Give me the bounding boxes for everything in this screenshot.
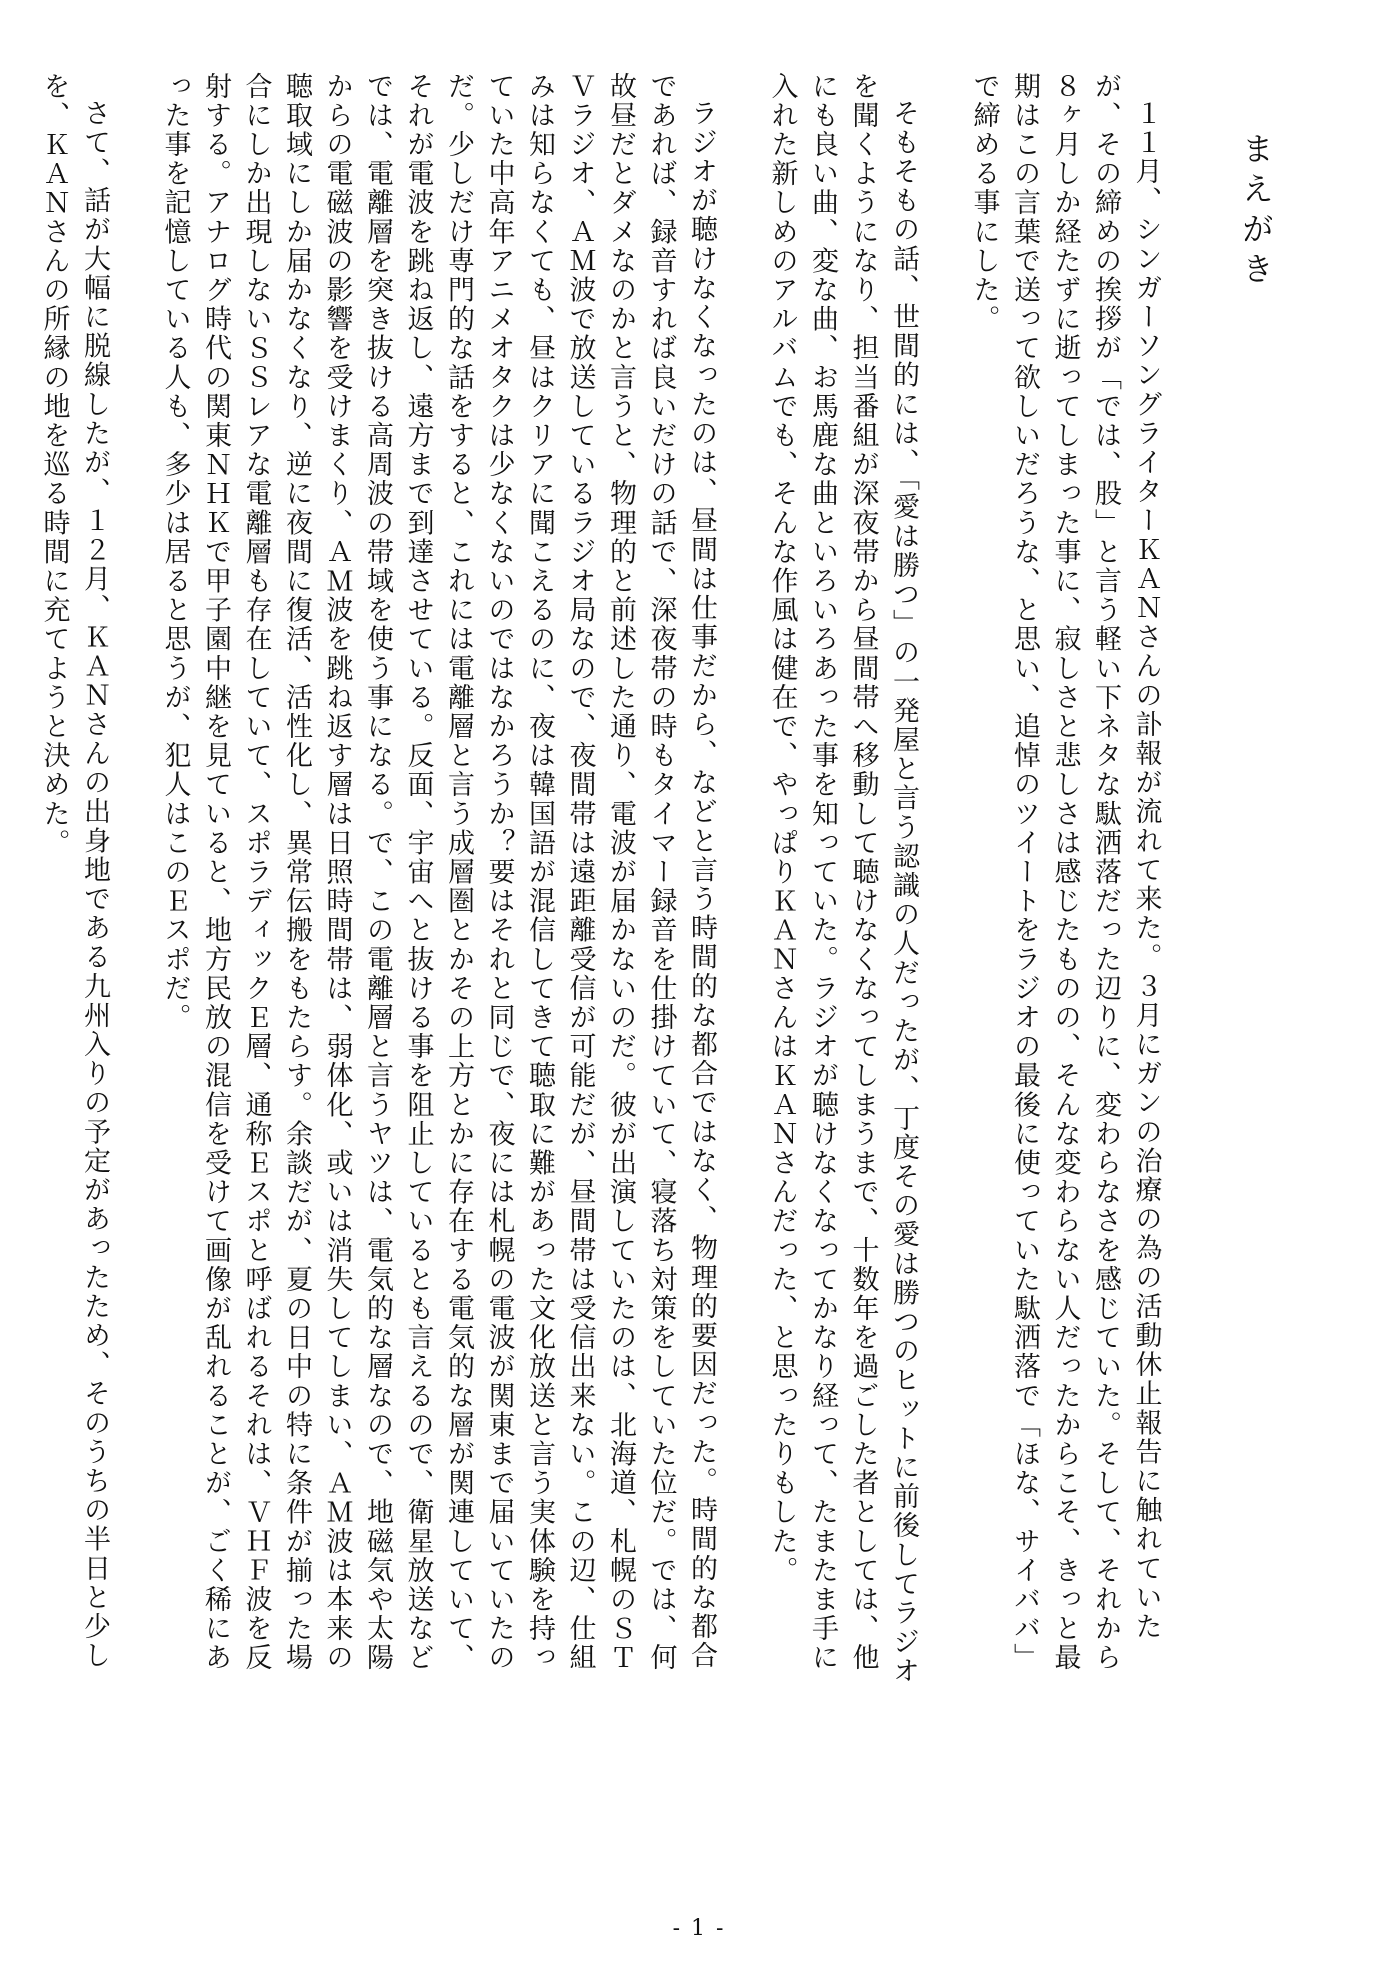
- page-number: - 1 -: [672, 1916, 726, 1941]
- title-spacing: [1166, 72, 1206, 1692]
- page-title: まえがき: [1237, 132, 1275, 292]
- paragraph-3: ラジオが聴けなくなったのは、昼間は仕事だから、などと言う時間的な都合ではなく、物理的要因だった。時間的な都合であれば、録音すれば良いだけの話で、深夜帯の時もタイマー録音を仕掛けていて、寝落ち対策をしていた位だ。では、何故昼だとダメなのかと言うと、物理的と前述した通り、電波が届かないのだ。彼が出演していたのは、北海道、札幌のＳＴＶラジオ、ＡＭ波で放送しているラジオ局なので、夜間帯は遠距離受信が可能だが、昼間帯は受信出来ない。この辺、仕組みは知らなくても、昼はクリアに聞こえるのに、夜は韓国語が混信してきて聴取に難があった文化放送と言う実体験を持っていた中高年アニメオタクは少なくないのではなかろうか？要はそれと同じで、夜には札幌の電波が関東まで届いていたのだ。少しだけ専門的な話をすると、これには電離層と言う成層圏とかその上方とかに存在する電気的な層が関連していて、それが電波を跳ね返し、遠方まで到達させている。反面、宇宙へと抜ける事を阻止しているとも言えるので、衛星放送などでは、電離層を突き抜ける高周波の帯域を使う事になる。で、この電離層と言うヤツは、電気的な層なので、地磁気や太陽からの電磁波の影響を受けまくり、ＡＭ波を跳ね返す層は日照時間帯は、弱体化、或いは消失してしまい、ＡＭ波は本来の聴取域にしか届かなくなり、逆に夜間に復活、活性化し、異常伝搬をもたらす。余談だが、夏の日中の特に条件が揃った場合にしか出現しないＳＳレアな電離層も存在していて、スポラディックＥ層、通称Ｅスポと呼ばれるそれは、ＶＨＦ波を反射する。アナログ時代の関東ＮＨＫで甲子園中継を見ていると、地方民放の混信を受けて画像が乱れることが、ごく稀にあった事を記憶している人も、多少は居ると思うが、犯人はこのＥスポだ。: [159, 72, 717, 1673]
- paragraph-4: さて、話が大幅に脱線したが、１２月、ＫＡＮさんの出身地である九州入りの予定があったため、そのうちの半日と少しを、ＫＡＮさんの所縁の地を巡る時間に充てようと決めた。: [38, 72, 110, 1671]
- vertical-text-body: [38, 72, 1276, 1692]
- paragraph-spacing: [114, 72, 154, 1692]
- paragraph-spacing: [923, 72, 963, 1692]
- paragraph-2: そもそもの話、世間的には、「愛は勝つ」の一発屋と言う認識の人だったが、丁度その愛は勝つのヒットに前後してラジオを聞くようになり、担当番組が深夜帯から昼間帯へ移動して聴けなくなってしまうまで、十数年を過ごした者としては、他にも良い曲、変な曲、お馬鹿な曲といろいろあった事を知っていた。ラジオが聴けなくなってかなり経って、たまたま手に入れた新しめのアルバムでも、そんな作風は健在で、やっぱりＫＡＮさんはＫＡＮさんだった、と思ったりもした。: [766, 72, 919, 1686]
- paragraph-1: １１月、シンガーソングライターＫＡＮさんの訃報が流れて来た。３月にガンの治療の為の活動休止報告に触れていたが、その締めの挨拶が「では、股」と言う軽い下ネタな駄洒落だった辺りに、変わらなさを感じていた。そして、それから８ヶ月しか経たずに逝ってしまった事に、寂しさと悲しさは感じたものの、そんな変わらない人だったからこそ、きっと最期はこの言葉で送って欲しいだろうな、と思い、追悼のツイートをラジオの最後に使っていた駄洒落で「ほな、サイババ」で締める事にした。: [968, 72, 1162, 1673]
- paragraph-spacing: [721, 72, 761, 1692]
